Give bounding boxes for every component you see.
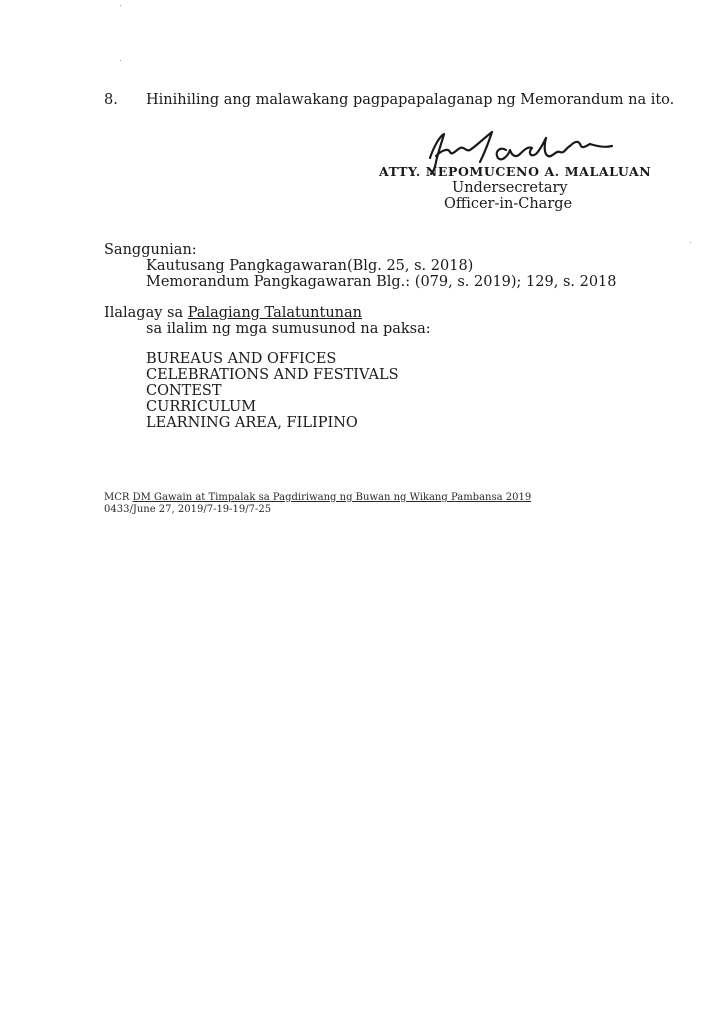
reference-item: Kautusang Pangkagawaran(Blg. 25, s. 2018): [146, 258, 474, 274]
scan-speck: [120, 5, 121, 6]
paragraph-number: 8.: [104, 92, 118, 108]
subject-item: CELEBRATIONS AND FESTIVALS: [146, 367, 399, 383]
signatory-title-1: Undersecretary: [452, 180, 568, 196]
footer-file-reference: [104, 492, 531, 504]
indexing-lead: Ilalagay sa: [104, 305, 184, 321]
signatory-name: ATTY. NEPOMUCENO A. MALALUAN: [379, 164, 652, 179]
footer-tracking: 0433/June 27, 2019/7-19-19/7-25: [104, 504, 272, 515]
subject-item: LEARNING AREA, FILIPINO: [146, 415, 358, 431]
subject-item: BUREAUS AND OFFICES: [146, 351, 337, 367]
indexing-subline: sa ilalim ng mga sumusunod na paksa:: [146, 321, 431, 337]
indexing-line: [104, 305, 362, 321]
reference-item: Memorandum Pangkagawaran Blg.: (079, s. 2019); 129, s. 2018: [146, 274, 617, 290]
references-heading: Sanggunian:: [104, 242, 197, 258]
scan-speck: [120, 60, 121, 61]
subject-item: CONTEST: [146, 383, 222, 399]
signatory-title-2: Officer-in-Charge: [444, 196, 573, 212]
paragraph-text: Hinihiling ang malawakang pagpapapalaganap ng Memorandum na ito.: [146, 92, 675, 108]
subject-item: CURRICULUM: [146, 399, 257, 415]
footer-doc-title: DM Gawain at Timpalak sa Pagdiriwang ng Buwan ng Wikang Pambansa 2019: [132, 492, 532, 503]
scan-speck: [690, 242, 691, 243]
indexing-link: Palagiang Talatuntunan: [187, 305, 363, 321]
footer-prefix: MCR: [104, 492, 130, 503]
